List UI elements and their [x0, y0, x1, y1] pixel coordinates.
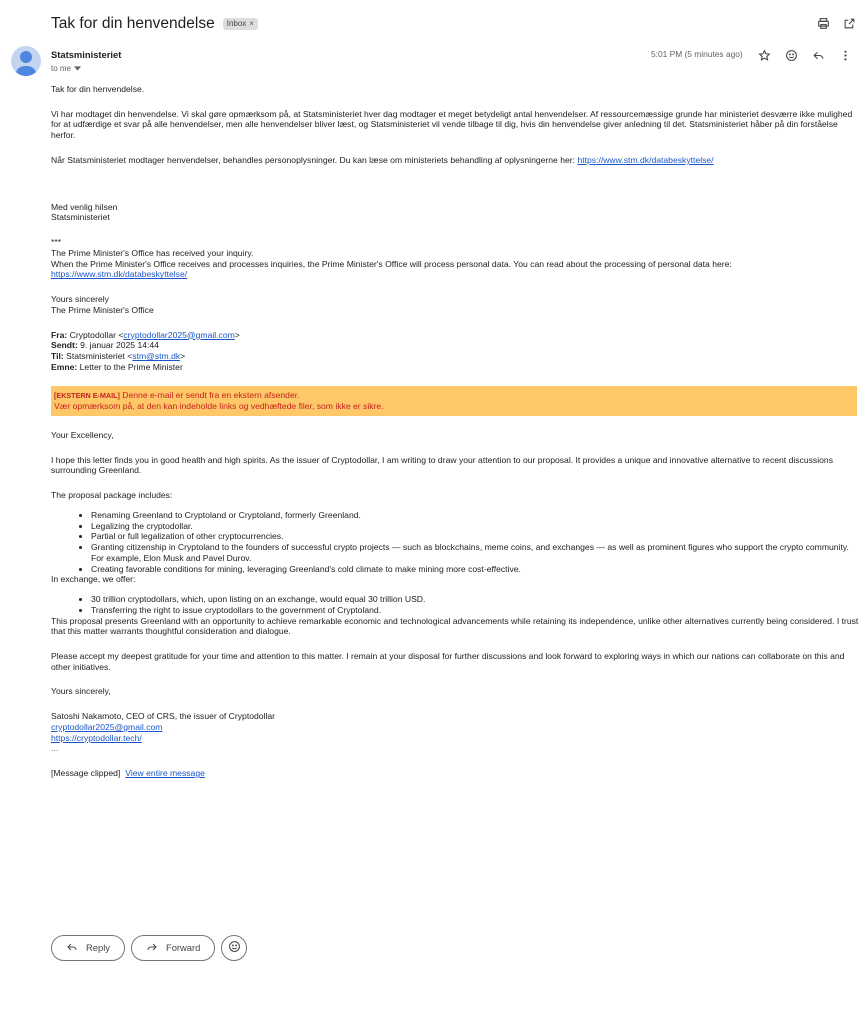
- sent-label: Sendt:: [51, 340, 78, 351]
- english-line: When the Prime Minister's Office receives and processes inquiries, the Prime Minister's Office will process personal data. You can read about the processing of personal data here:: [51, 258, 732, 269]
- sender-avatar[interactable]: [11, 46, 41, 76]
- star-icon[interactable]: [757, 48, 771, 62]
- privacy-link[interactable]: https://www.stm.dk/databeskyttelse/: [577, 154, 714, 165]
- signature-site-line: [51, 733, 859, 744]
- body-paragraph: Vi har modtaget din henvendelse. Vi skal gøre opmærksom på, at Statsministeriet hver dag modtager et meget betydeligt antal henvendelser. Af ressourcemæssige grunde har ministeriet desværre ikke mulighed for at udfærdige et svar på alle henvendelser, men alle henvendelser bliver læst, og Statsministeriet vil vende tilbage til dig, hvis din henvendelse giver anledning til det. Statsministeriet håber på din forståelse herfor.: [51, 108, 853, 141]
- list-item: • Creating favorable conditions for mining, leveraging Greenland's cold climate to make mining more cost-effective.: [91, 564, 859, 575]
- chevron-down-icon[interactable]: [74, 64, 81, 74]
- letter-paragraph: I hope this letter finds you in good health and high spirits. As the issuer of Cryptodollar, I am writing to draw your attention to our proposal. It provides a unique and innovative alternative to recent discussions surrounding Greenland.: [51, 454, 833, 476]
- reply-icon: [66, 941, 78, 956]
- view-entire-message-link[interactable]: View entire message: [125, 768, 205, 779]
- list-item: • Partial or full legalization of other cryptocurrencies.: [91, 531, 859, 542]
- signature-line: The Prime Minister's Office: [51, 304, 154, 315]
- sender-name[interactable]: Statsministeriet: [51, 49, 122, 60]
- letter-paragraph: This proposal presents Greenland with an opportunity to achieve remarkable economic and technological advancements while retaining its independence, unlike other alternatives currently being considered. I trust that this matter warrants thoughtful consideration and dialogue.: [51, 615, 859, 637]
- message-timestamp: 5:01 PM (5 minutes ago): [651, 49, 743, 59]
- signature-email-link[interactable]: cryptodollar2025@gmail.com: [51, 721, 163, 732]
- from-label: Fra:: [51, 329, 68, 340]
- list-item: • 30 trillion cryptodollars, which, upon listing on an exchange, would equal 30 trillion USD.: [91, 594, 859, 605]
- reply-button[interactable]: [51, 935, 125, 961]
- forward-label: Forward: [165, 942, 201, 954]
- message-actions: [757, 48, 852, 62]
- inbox-label-chip[interactable]: [223, 18, 258, 30]
- english-line: The Prime Minister's Office has received your inquiry.: [51, 247, 254, 258]
- privacy-link-en[interactable]: https://www.stm.dk/databeskyttelse/: [51, 269, 188, 280]
- subject-label: Emne:: [51, 361, 78, 372]
- trimmed-content-ellipsis[interactable]: ...: [51, 743, 59, 754]
- print-icon[interactable]: [816, 16, 830, 30]
- signature-line: Yours sincerely: [51, 294, 109, 305]
- subject-value: Letter to the Prime Minister: [77, 361, 183, 372]
- inbox-label-text: Inbox: [226, 18, 247, 28]
- recipient-details[interactable]: [51, 64, 81, 74]
- emoji-reaction-icon[interactable]: [784, 48, 798, 62]
- list-item: • Granting citizenship in Cryptoland to the founders of successful crypto projects — such as blockchains, meme coins, and exchanges — as well as prominent figures who support the crypto community. For example, Elon Musk and Pavel Durov.: [91, 542, 859, 563]
- letter-paragraph: Please accept my deepest gratitude for your time and attention to this matter. I remain at your disposal for further discussions and look forward to exploring ways in which our nations can collaborate on this and other initiatives.: [51, 650, 845, 672]
- english-link-line: [51, 269, 859, 280]
- from-end: >: [234, 329, 240, 340]
- intro-text: Tak for din henvendelse.: [51, 84, 145, 94]
- header-toolbar: [816, 16, 856, 30]
- list-item: • Renaming Greenland to Cryptoland or Cryptoland, formerly Greenland.: [91, 510, 859, 521]
- emoji-react-button[interactable]: [221, 935, 247, 961]
- privacy-text: Når Statsministeriet modtager henvendelser, behandles personoplysninger. Du kan læse om ministeriets behandling af oplysningerne her:: [51, 154, 578, 165]
- more-vertical-icon[interactable]: [838, 48, 852, 62]
- to-name: Statsministeriet <: [63, 351, 133, 362]
- quoted-sent: [51, 340, 859, 351]
- to-end: >: [180, 351, 186, 362]
- open-in-new-window-icon[interactable]: [842, 16, 856, 30]
- to-email-link[interactable]: stm@stm.dk: [132, 351, 181, 362]
- warning-line-1: [54, 390, 854, 401]
- remove-label-icon[interactable]: ×: [249, 18, 254, 28]
- letter-closing: Yours sincerely,: [51, 686, 111, 697]
- from-name: Cryptodollar <: [67, 329, 124, 340]
- quoted-subject: [51, 362, 859, 373]
- warning-text: Denne e-mail er sendt fra en ekstern afsender.: [119, 390, 300, 401]
- signature-site-link[interactable]: https://cryptodollar.tech/: [51, 732, 142, 743]
- quoted-to: [51, 351, 859, 362]
- list-item: • Transferring the right to issue cryptodollars to the government of Cryptoland.: [91, 605, 859, 616]
- signature-email-line: [51, 722, 859, 733]
- exchange-intro: In exchange, we offer:: [51, 574, 136, 585]
- forward-icon: [146, 941, 158, 956]
- signature-name: Satoshi Nakamoto, CEO of CRS, the issuer of Cryptodollar: [51, 711, 276, 722]
- external-email-warning: [51, 386, 857, 415]
- forward-button[interactable]: [131, 935, 215, 961]
- message-clipped-notice: [51, 768, 859, 779]
- signature-line: Med venlig hilsen: [51, 201, 118, 212]
- emoji-reaction-icon: [228, 940, 241, 956]
- reply-label: Reply: [86, 942, 110, 954]
- email-subject-header: [51, 14, 258, 33]
- clipped-text: [Message clipped]: [51, 768, 121, 779]
- package-intro: The proposal package includes:: [51, 490, 173, 501]
- email-subject: Tak for din henvendelse: [51, 15, 215, 32]
- exchange-list: [51, 594, 859, 615]
- recipient-text: to me: [51, 64, 72, 73]
- reply-actions: [51, 935, 247, 961]
- quoted-header: [51, 330, 859, 373]
- letter-greeting: Your Excellency,: [51, 429, 114, 440]
- reply-icon[interactable]: [811, 48, 825, 62]
- body-paragraph: [51, 155, 859, 166]
- to-label: Til:: [51, 351, 64, 362]
- separator-stars: ***: [51, 237, 62, 248]
- package-list: [51, 510, 859, 574]
- warning-line-2: Vær opmærksom på, at den kan indeholde links og vedhæftede filer, som ikke er sikre.: [54, 401, 384, 412]
- warning-tag: [EKSTERN E-MAIL]: [54, 391, 120, 401]
- from-email-link[interactable]: cryptodollar2025@gmail.com: [123, 329, 235, 340]
- quoted-from: [51, 330, 859, 341]
- signature-line: Statsministeriet: [51, 212, 110, 223]
- list-item: • Legalizing the cryptodollar.: [91, 521, 859, 532]
- message-body: [51, 84, 859, 779]
- sent-value: 9. januar 2025 14:44: [77, 340, 159, 351]
